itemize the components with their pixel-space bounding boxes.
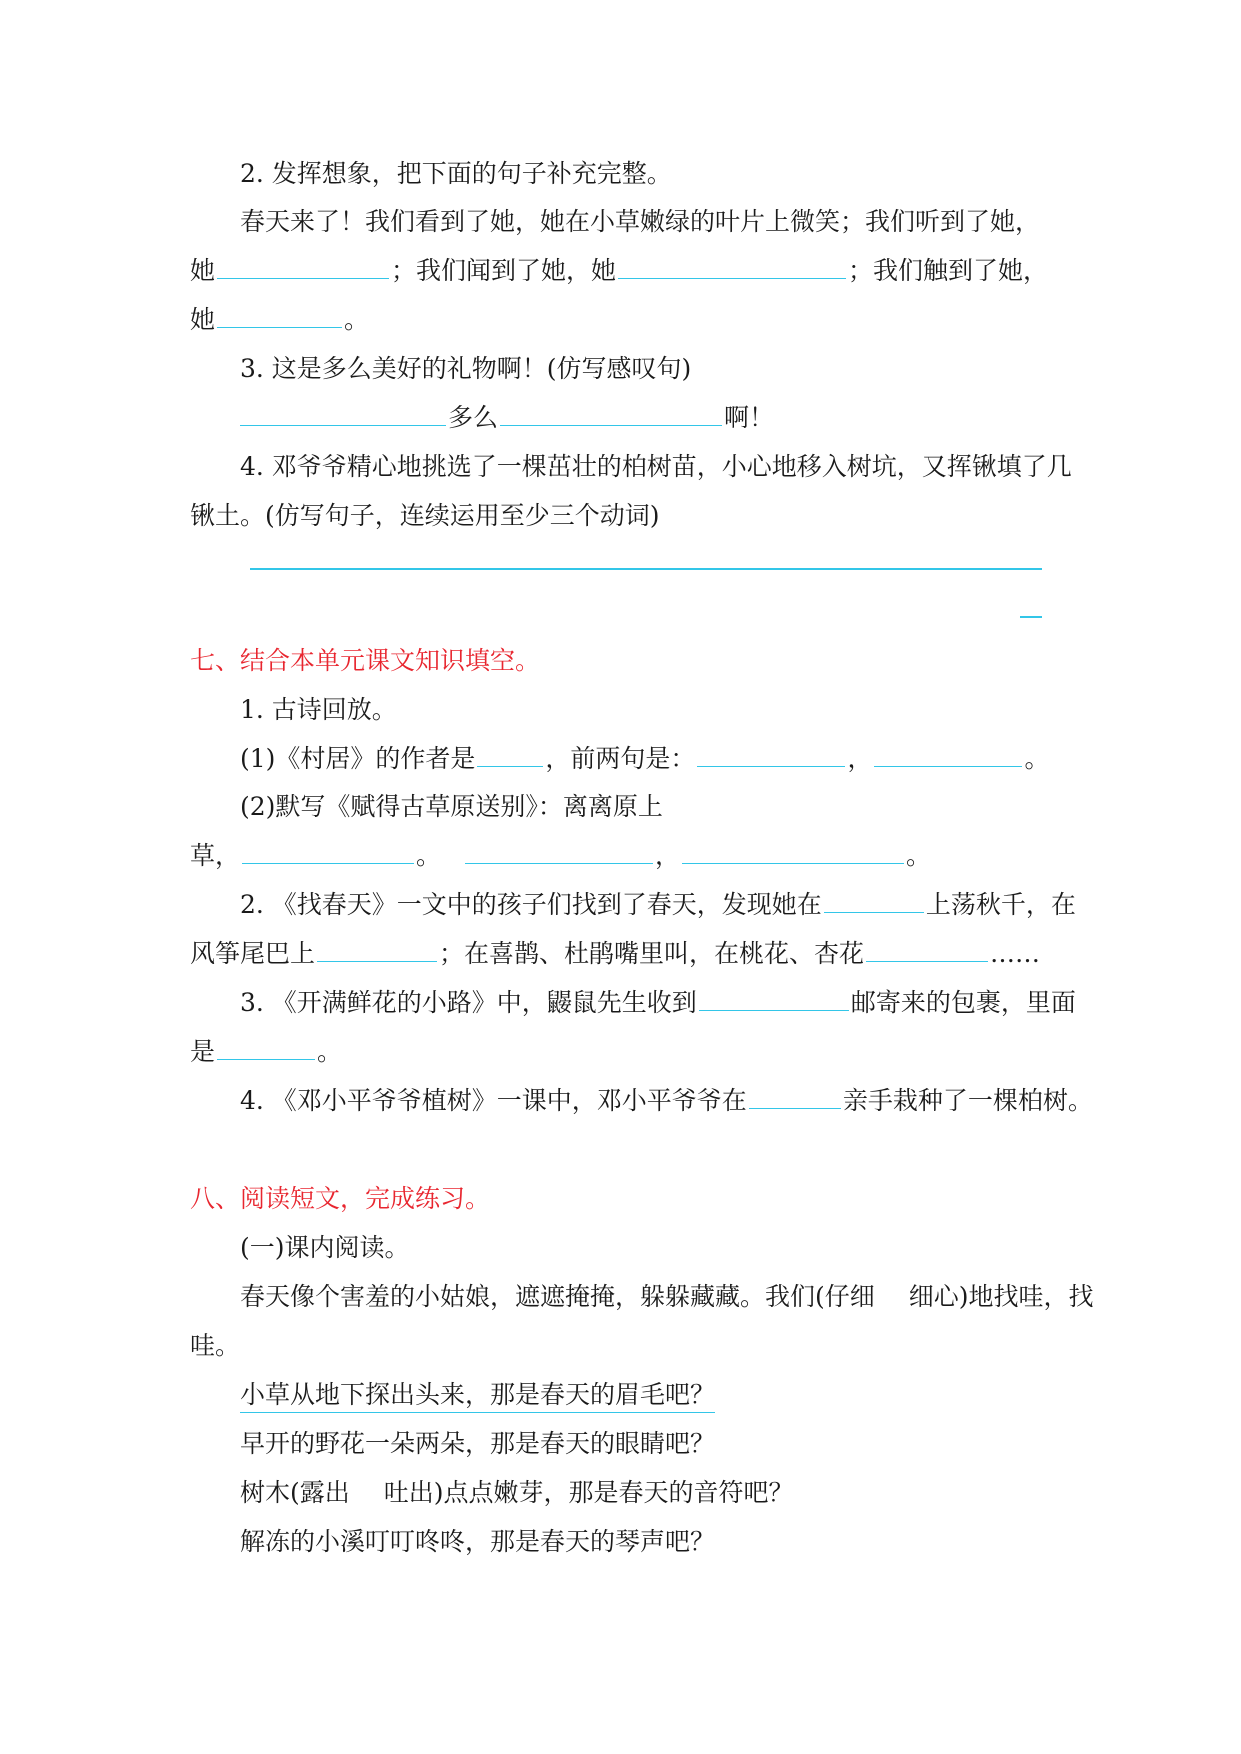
- answer-blank[interactable]: [317, 939, 437, 962]
- section-8-title: 八、阅读短文，完成练习。: [190, 1184, 491, 1213]
- question-2-line-1: 春天来了！我们看到了她，她在小草嫩绿的叶片上微笑；我们听到了她，: [240, 207, 1041, 236]
- text: 树木(露出: [240, 1478, 350, 1507]
- text: 3. 《开满鲜花的小路》中，鼹鼠先生收到: [240, 988, 697, 1017]
- question-4-line-2: 锹土。(仿写句子，连续运用至少三个动词): [190, 501, 660, 530]
- text: 春天像个害羞的小姑娘，遮遮掩掩，躲躲藏藏。我们(仔细: [240, 1282, 875, 1311]
- text: ；我们触到了她，: [848, 256, 1049, 285]
- question-2-line-3: [190, 303, 1060, 337]
- section-7-q3-line-2: [190, 1035, 1060, 1069]
- question-2-line-2: [190, 254, 1060, 288]
- answer-line[interactable]: [250, 568, 1042, 570]
- underlined-sentence: 小草从地下探出头来，那是春天的眉毛吧？: [240, 1380, 715, 1413]
- question-2-prompt: 2. 发挥想象，把下面的句子补充完整。: [240, 159, 672, 188]
- text: 亲手栽种了一棵柏树。: [842, 1086, 1093, 1115]
- text: ；在喜鹊、杜鹃嘴里叫，在桃花、杏花: [439, 939, 865, 968]
- text: 2. 《找春天》一文中的孩子们找到了春天，发现她在: [240, 890, 822, 919]
- section-7-title: 七、结合本单元课文知识填空。: [190, 646, 541, 675]
- text: 。: [416, 841, 442, 870]
- text: 细心)地找哇，找: [908, 1282, 1094, 1311]
- section-7-q1-part-2-cont: [190, 839, 1060, 873]
- text: 多么: [448, 403, 499, 432]
- passage-line-1: [240, 1280, 1110, 1314]
- answer-line-end[interactable]: [1020, 616, 1042, 618]
- answer-blank[interactable]: [477, 744, 543, 767]
- text: ，: [655, 841, 681, 870]
- text: ，: [847, 744, 873, 773]
- text: 邮寄来的包裹，里面: [850, 988, 1076, 1017]
- section-7-q2-line-2: [190, 937, 1060, 971]
- text: 上荡秋千，在: [925, 890, 1076, 919]
- section-7-q1-part-2: (2)默写《赋得古草原送别》：离离原上: [240, 792, 663, 821]
- answer-blank[interactable]: [217, 256, 389, 279]
- answer-blank[interactable]: [699, 988, 849, 1011]
- text: (1)《村居》的作者是: [240, 744, 476, 773]
- section-8-subtitle: (一)课内阅读。: [240, 1233, 410, 1262]
- answer-blank[interactable]: [500, 403, 722, 426]
- text: 她: [190, 256, 216, 285]
- answer-blank[interactable]: [242, 841, 414, 864]
- passage-line-4: 早开的野花一朵两朵，那是春天的眼睛吧？: [240, 1429, 716, 1458]
- answer-blank[interactable]: [682, 841, 904, 864]
- answer-blank[interactable]: [824, 890, 924, 913]
- question-4-line-1: 4. 邓爷爷精心地挑选了一棵茁壮的柏树苗，小心地移入树坑，又挥锹填了几: [240, 452, 1072, 481]
- answer-blank[interactable]: [217, 1037, 315, 1060]
- text: ，前两句是：: [545, 744, 696, 773]
- text: 是: [190, 1037, 216, 1066]
- text: 啊！: [724, 403, 775, 432]
- text: 吐出)点点嫩芽，那是春天的音符吧？: [383, 1478, 794, 1507]
- text: 。: [906, 841, 932, 870]
- text: 风筝尾巴上: [190, 939, 316, 968]
- text: 4. 《邓小平爷爷植树》一课中，邓小平爷爷在: [240, 1086, 747, 1115]
- section-7-q1: 1. 古诗回放。: [240, 695, 397, 724]
- section-7-q1-part-1: [240, 742, 1110, 776]
- answer-blank[interactable]: [866, 939, 988, 962]
- question-3-answer-line: [240, 401, 1110, 435]
- answer-blank[interactable]: [240, 403, 446, 426]
- text: 草，: [190, 841, 241, 870]
- question-3-prompt: 3. 这是多么美好的礼物啊！(仿写感叹句): [240, 354, 692, 383]
- answer-blank[interactable]: [749, 1086, 841, 1109]
- section-7-q4: [240, 1084, 1110, 1118]
- answer-blank[interactable]: [874, 744, 1022, 767]
- answer-blank[interactable]: [697, 744, 845, 767]
- text: ……: [990, 939, 1041, 968]
- section-7-q3-line-1: [240, 986, 1110, 1020]
- answer-blank[interactable]: [465, 841, 653, 864]
- text: 。: [344, 305, 370, 334]
- answer-blank[interactable]: [217, 305, 342, 328]
- section-7-q2-line-1: [240, 888, 1110, 922]
- passage-line-3: [240, 1378, 1110, 1412]
- passage-line-5: [240, 1476, 1110, 1510]
- passage-line-6: 解冻的小溪叮叮咚咚，那是春天的琴声吧？: [240, 1527, 716, 1556]
- text: 。: [1024, 744, 1050, 773]
- answer-blank[interactable]: [618, 256, 846, 279]
- text: 。: [317, 1037, 343, 1066]
- passage-line-2: 哇。: [190, 1331, 241, 1360]
- text: 她: [190, 305, 216, 334]
- text: ；我们闻到了她，她: [391, 256, 617, 285]
